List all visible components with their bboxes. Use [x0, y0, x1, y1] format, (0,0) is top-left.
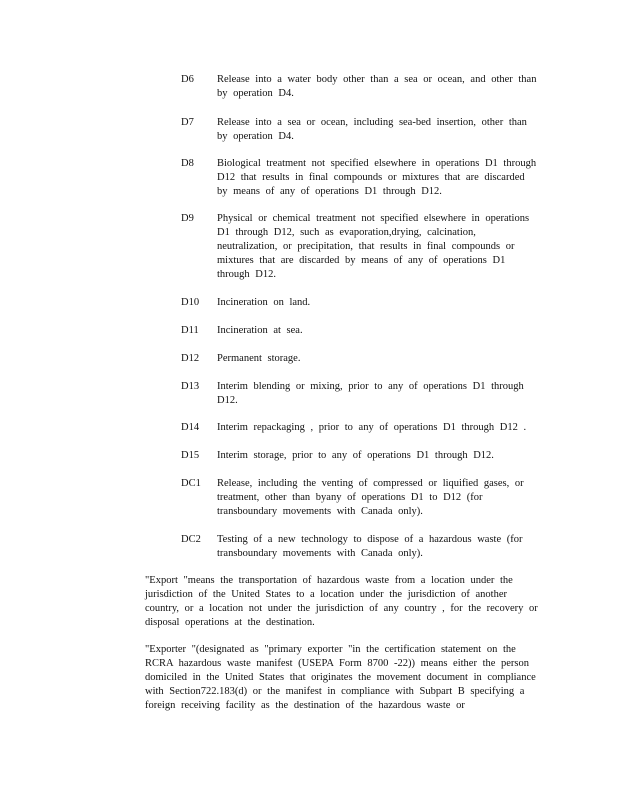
disposal-code: DC2 [181, 534, 201, 545]
disposal-description: Interim blending or mixing, prior to any of operations D1 through D12. [217, 381, 524, 406]
disposal-description: Release into a water body other than a sea or ocean, and other than by operation D4. [217, 74, 537, 99]
disposal-description: Interim storage, prior to any of operations D1 through D12. [217, 450, 494, 461]
disposal-code: DC1 [181, 478, 201, 489]
disposal-code: D14 [181, 422, 200, 433]
definition-exporter: "Exporter "(designated as "primary exporter "in the certification statement on the RCRA hazardous waste manifest (USEPA Form 8700 -22)) means either the person domiciled in the United States that originates the movement document in compliance with Section722.183(d) or the manifest in compliance with Subpart B specifying a foreign receiving facility as the destination of the hazardous waste or [145, 644, 536, 711]
disposal-code: D15 [181, 450, 200, 461]
disposal-description: Incineration on land. [217, 297, 311, 308]
disposal-description: Interim repackaging , prior to any of operations D1 through D12 . [217, 422, 527, 433]
disposal-code: D12 [181, 353, 200, 364]
disposal-code: D9 [181, 213, 194, 224]
disposal-description: Incineration at sea. [217, 325, 303, 336]
disposal-description: Release into a sea or ocean, including sea-bed insertion, other than by operation D4. [217, 117, 527, 142]
disposal-description: Biological treatment not specified elsewhere in operations D1 through D12 that results in final compounds or mixtures that are discarded by means of any of operations D1 through D12. [217, 158, 537, 197]
disposal-description: Permanent storage. [217, 353, 301, 364]
disposal-code: D8 [181, 158, 194, 169]
disposal-code: D13 [181, 381, 200, 392]
disposal-description: Physical or chemical treatment not specified elsewhere in operations D1 through D12, such as evaporation,drying, calcination, neutralization, or precipitation, that results in final compounds or mixtures that are discarded by means of any of operations D1 through D12. [217, 213, 530, 280]
disposal-code: D10 [181, 297, 200, 308]
disposal-description: Release, including the venting of compressed or liquified gases, or treatment, other than byany of operations D1 to D12 (for transboundary movements with Canada only). [217, 478, 524, 517]
disposal-description: Testing of a new technology to dispose of a hazardous waste (for transboundary movements with Canada only). [217, 534, 523, 559]
disposal-code: D6 [181, 74, 194, 85]
disposal-code: D11 [181, 325, 199, 336]
disposal-code: D7 [181, 117, 194, 128]
definition-export: "Export "means the transportation of hazardous waste from a location under the jurisdiction of the United States to a location under the jurisdiction of another country, or a location not under the jurisdiction of any country , for the recovery or disposal operations at the destination. [145, 575, 538, 628]
